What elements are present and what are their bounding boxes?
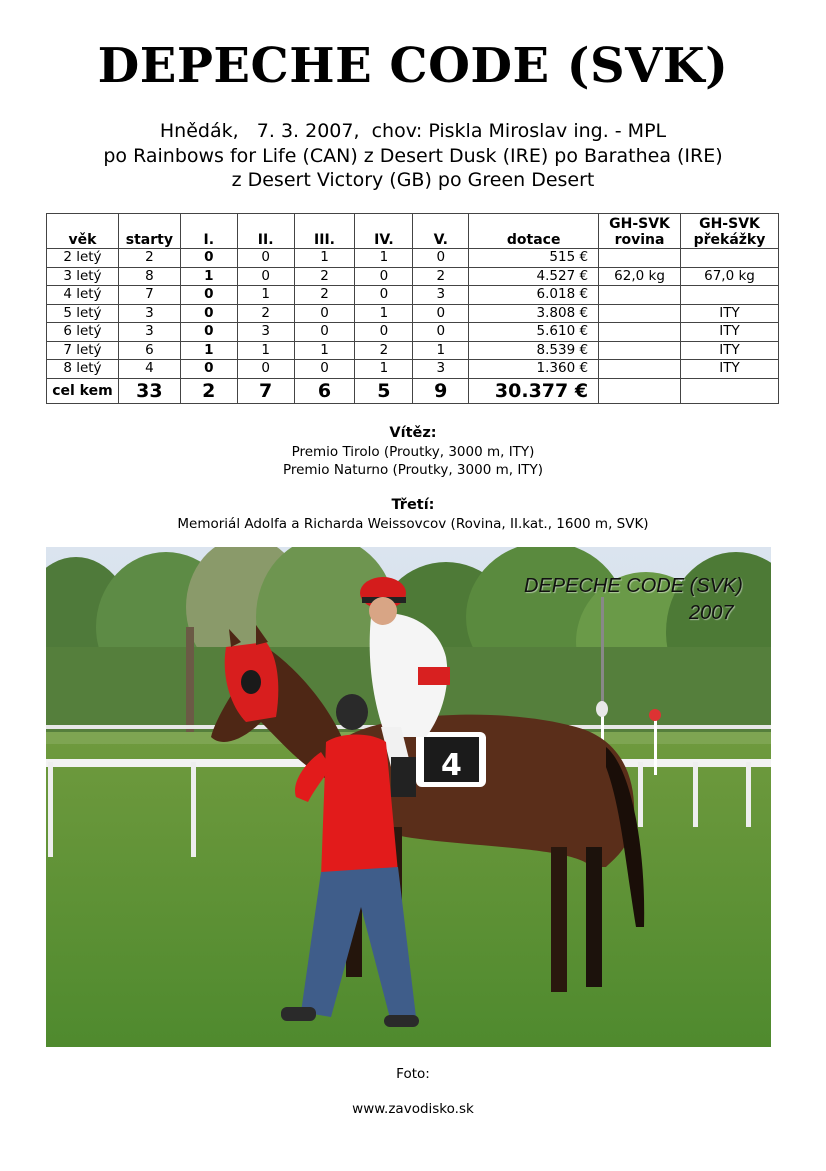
cell-third: 0	[294, 323, 355, 342]
cell-age: 2 letý	[47, 249, 119, 268]
table-row	[47, 360, 779, 379]
cell-starts: 2	[118, 249, 180, 268]
cell-earnings: 1.360 €	[469, 360, 599, 379]
table-header-row	[47, 214, 779, 249]
cell-first: 0	[180, 304, 237, 323]
third-race-1: Memoriál Adolfa a Richarda Weissovcov (Rovina, II.kat., 1600 m, SVK)	[177, 516, 649, 532]
cell-fourth: 0	[355, 323, 413, 342]
cell-fourth: 1	[355, 249, 413, 268]
photo-credit: Foto:	[396, 1066, 430, 1082]
cell-third: 1	[294, 249, 355, 268]
photo-caption-year: 2007	[689, 602, 734, 624]
cell-fifth: 1	[413, 341, 469, 360]
cell-age: 5 letý	[47, 304, 119, 323]
cell-gh-flat	[599, 286, 681, 305]
cell-earnings: 4.527 €	[469, 267, 599, 286]
cell-third: 6	[294, 378, 355, 403]
cell-first: 2	[180, 378, 237, 403]
header-third: III.	[294, 214, 355, 249]
header-fourth: IV.	[355, 214, 413, 249]
cell-first: 1	[180, 341, 237, 360]
cell-second: 3	[237, 323, 294, 342]
cell-first: 0	[180, 360, 237, 379]
cell-gh-jumps	[680, 249, 778, 268]
cell-fourth: 2	[355, 341, 413, 360]
cell-age: cel kem	[47, 378, 119, 403]
cell-gh-jumps	[680, 378, 778, 403]
cell-first: 0	[180, 249, 237, 268]
cell-gh-jumps	[680, 286, 778, 305]
cell-starts: 4	[118, 360, 180, 379]
photo-caption-name: DEPECHE CODE (SVK)	[524, 575, 743, 597]
third-heading: Třetí:	[391, 497, 435, 513]
cell-age: 3 letý	[47, 267, 119, 286]
pedigree-line: po Rainbows for Life (CAN) z Desert Dusk (IRE) po Barathea (IRE)	[103, 145, 723, 167]
cell-age: 8 letý	[47, 360, 119, 379]
horse-photo	[46, 547, 771, 1047]
cell-starts: 6	[118, 341, 180, 360]
header-first: I.	[180, 214, 237, 249]
cell-earnings: 5.610 €	[469, 323, 599, 342]
cell-third: 2	[294, 267, 355, 286]
horse-name-title: DEPECHE CODE (SVK)	[97, 38, 729, 94]
cell-second: 2	[237, 304, 294, 323]
cell-earnings: 30.377 €	[469, 378, 599, 403]
cell-second: 0	[237, 360, 294, 379]
cell-gh-flat: 62,0 kg	[599, 267, 681, 286]
cell-first: 0	[180, 323, 237, 342]
cell-gh-jumps: ITY	[680, 304, 778, 323]
cell-gh-flat	[599, 341, 681, 360]
winner-heading: Vítěz:	[389, 425, 437, 441]
cell-age: 4 letý	[47, 286, 119, 305]
table-row	[47, 267, 779, 286]
cell-fifth: 9	[413, 378, 469, 403]
cell-starts: 33	[118, 378, 180, 403]
header-gh-jumps-2: překážky	[693, 232, 766, 248]
pedigree-line-dam: z Desert Victory (GB) po Green Desert	[231, 169, 595, 191]
cell-gh-jumps: ITY	[680, 360, 778, 379]
header-gh-jumps-1: GH-SVK	[699, 216, 760, 232]
cell-second: 1	[237, 341, 294, 360]
cell-fourth: 1	[355, 304, 413, 323]
cell-fifth: 0	[413, 323, 469, 342]
cell-starts: 8	[118, 267, 180, 286]
cell-gh-jumps: ITY	[680, 323, 778, 342]
cell-starts: 3	[118, 304, 180, 323]
race-stats-table	[46, 213, 779, 404]
cell-fourth: 5	[355, 378, 413, 403]
cell-earnings: 8.539 €	[469, 341, 599, 360]
cell-fifth: 0	[413, 249, 469, 268]
horse-photo-illustration	[46, 547, 771, 1047]
header-gh-flat	[599, 214, 681, 249]
header-second: II.	[237, 214, 294, 249]
cell-fifth: 3	[413, 360, 469, 379]
table-row	[47, 249, 779, 268]
cell-second: 0	[237, 267, 294, 286]
cell-fifth: 3	[413, 286, 469, 305]
cell-first: 0	[180, 286, 237, 305]
cell-gh-flat	[599, 249, 681, 268]
cell-third: 0	[294, 304, 355, 323]
cell-starts: 7	[118, 286, 180, 305]
winner-race-1: Premio Tirolo (Proutky, 3000 m, ITY)	[291, 444, 535, 460]
cell-gh-jumps: 67,0 kg	[680, 267, 778, 286]
cell-earnings: 6.018 €	[469, 286, 599, 305]
cell-fourth: 0	[355, 267, 413, 286]
cell-age: 6 letý	[47, 323, 119, 342]
horse-info-line: Hnědák, 7. 3. 2007, chov: Piskla Miroslav ing. - MPL	[159, 120, 667, 142]
cell-fourth: 0	[355, 286, 413, 305]
cell-gh-jumps: ITY	[680, 341, 778, 360]
table-total-row	[47, 378, 779, 403]
cell-gh-flat	[599, 378, 681, 403]
cell-gh-flat	[599, 360, 681, 379]
cell-age: 7 letý	[47, 341, 119, 360]
cell-fourth: 1	[355, 360, 413, 379]
cell-fifth: 2	[413, 267, 469, 286]
header-gh-jumps	[680, 214, 778, 249]
cell-earnings: 515 €	[469, 249, 599, 268]
header-earnings: dotace	[469, 214, 599, 249]
cell-second: 7	[237, 378, 294, 403]
cell-third: 1	[294, 341, 355, 360]
header-gh-flat-2: rovina	[614, 232, 665, 248]
cell-second: 0	[237, 249, 294, 268]
table-row	[47, 323, 779, 342]
winner-race-2: Premio Naturno (Proutky, 3000 m, ITY)	[282, 462, 544, 478]
cell-starts: 3	[118, 323, 180, 342]
cell-earnings: 3.808 €	[469, 304, 599, 323]
cell-third: 2	[294, 286, 355, 305]
table-row	[47, 341, 779, 360]
cell-third: 0	[294, 360, 355, 379]
header-age: věk	[47, 214, 119, 249]
website-link[interactable]: www.zavodisko.sk	[352, 1101, 474, 1117]
header-starts: starty	[118, 214, 180, 249]
cell-second: 1	[237, 286, 294, 305]
cell-gh-flat	[599, 323, 681, 342]
cell-gh-flat	[599, 304, 681, 323]
cell-fifth: 0	[413, 304, 469, 323]
table-row	[47, 304, 779, 323]
table-row	[47, 286, 779, 305]
header-gh-flat-1: GH-SVK	[609, 216, 670, 232]
header-fifth: V.	[413, 214, 469, 249]
saddle-cloth-number: 4	[441, 748, 462, 783]
cell-first: 1	[180, 267, 237, 286]
